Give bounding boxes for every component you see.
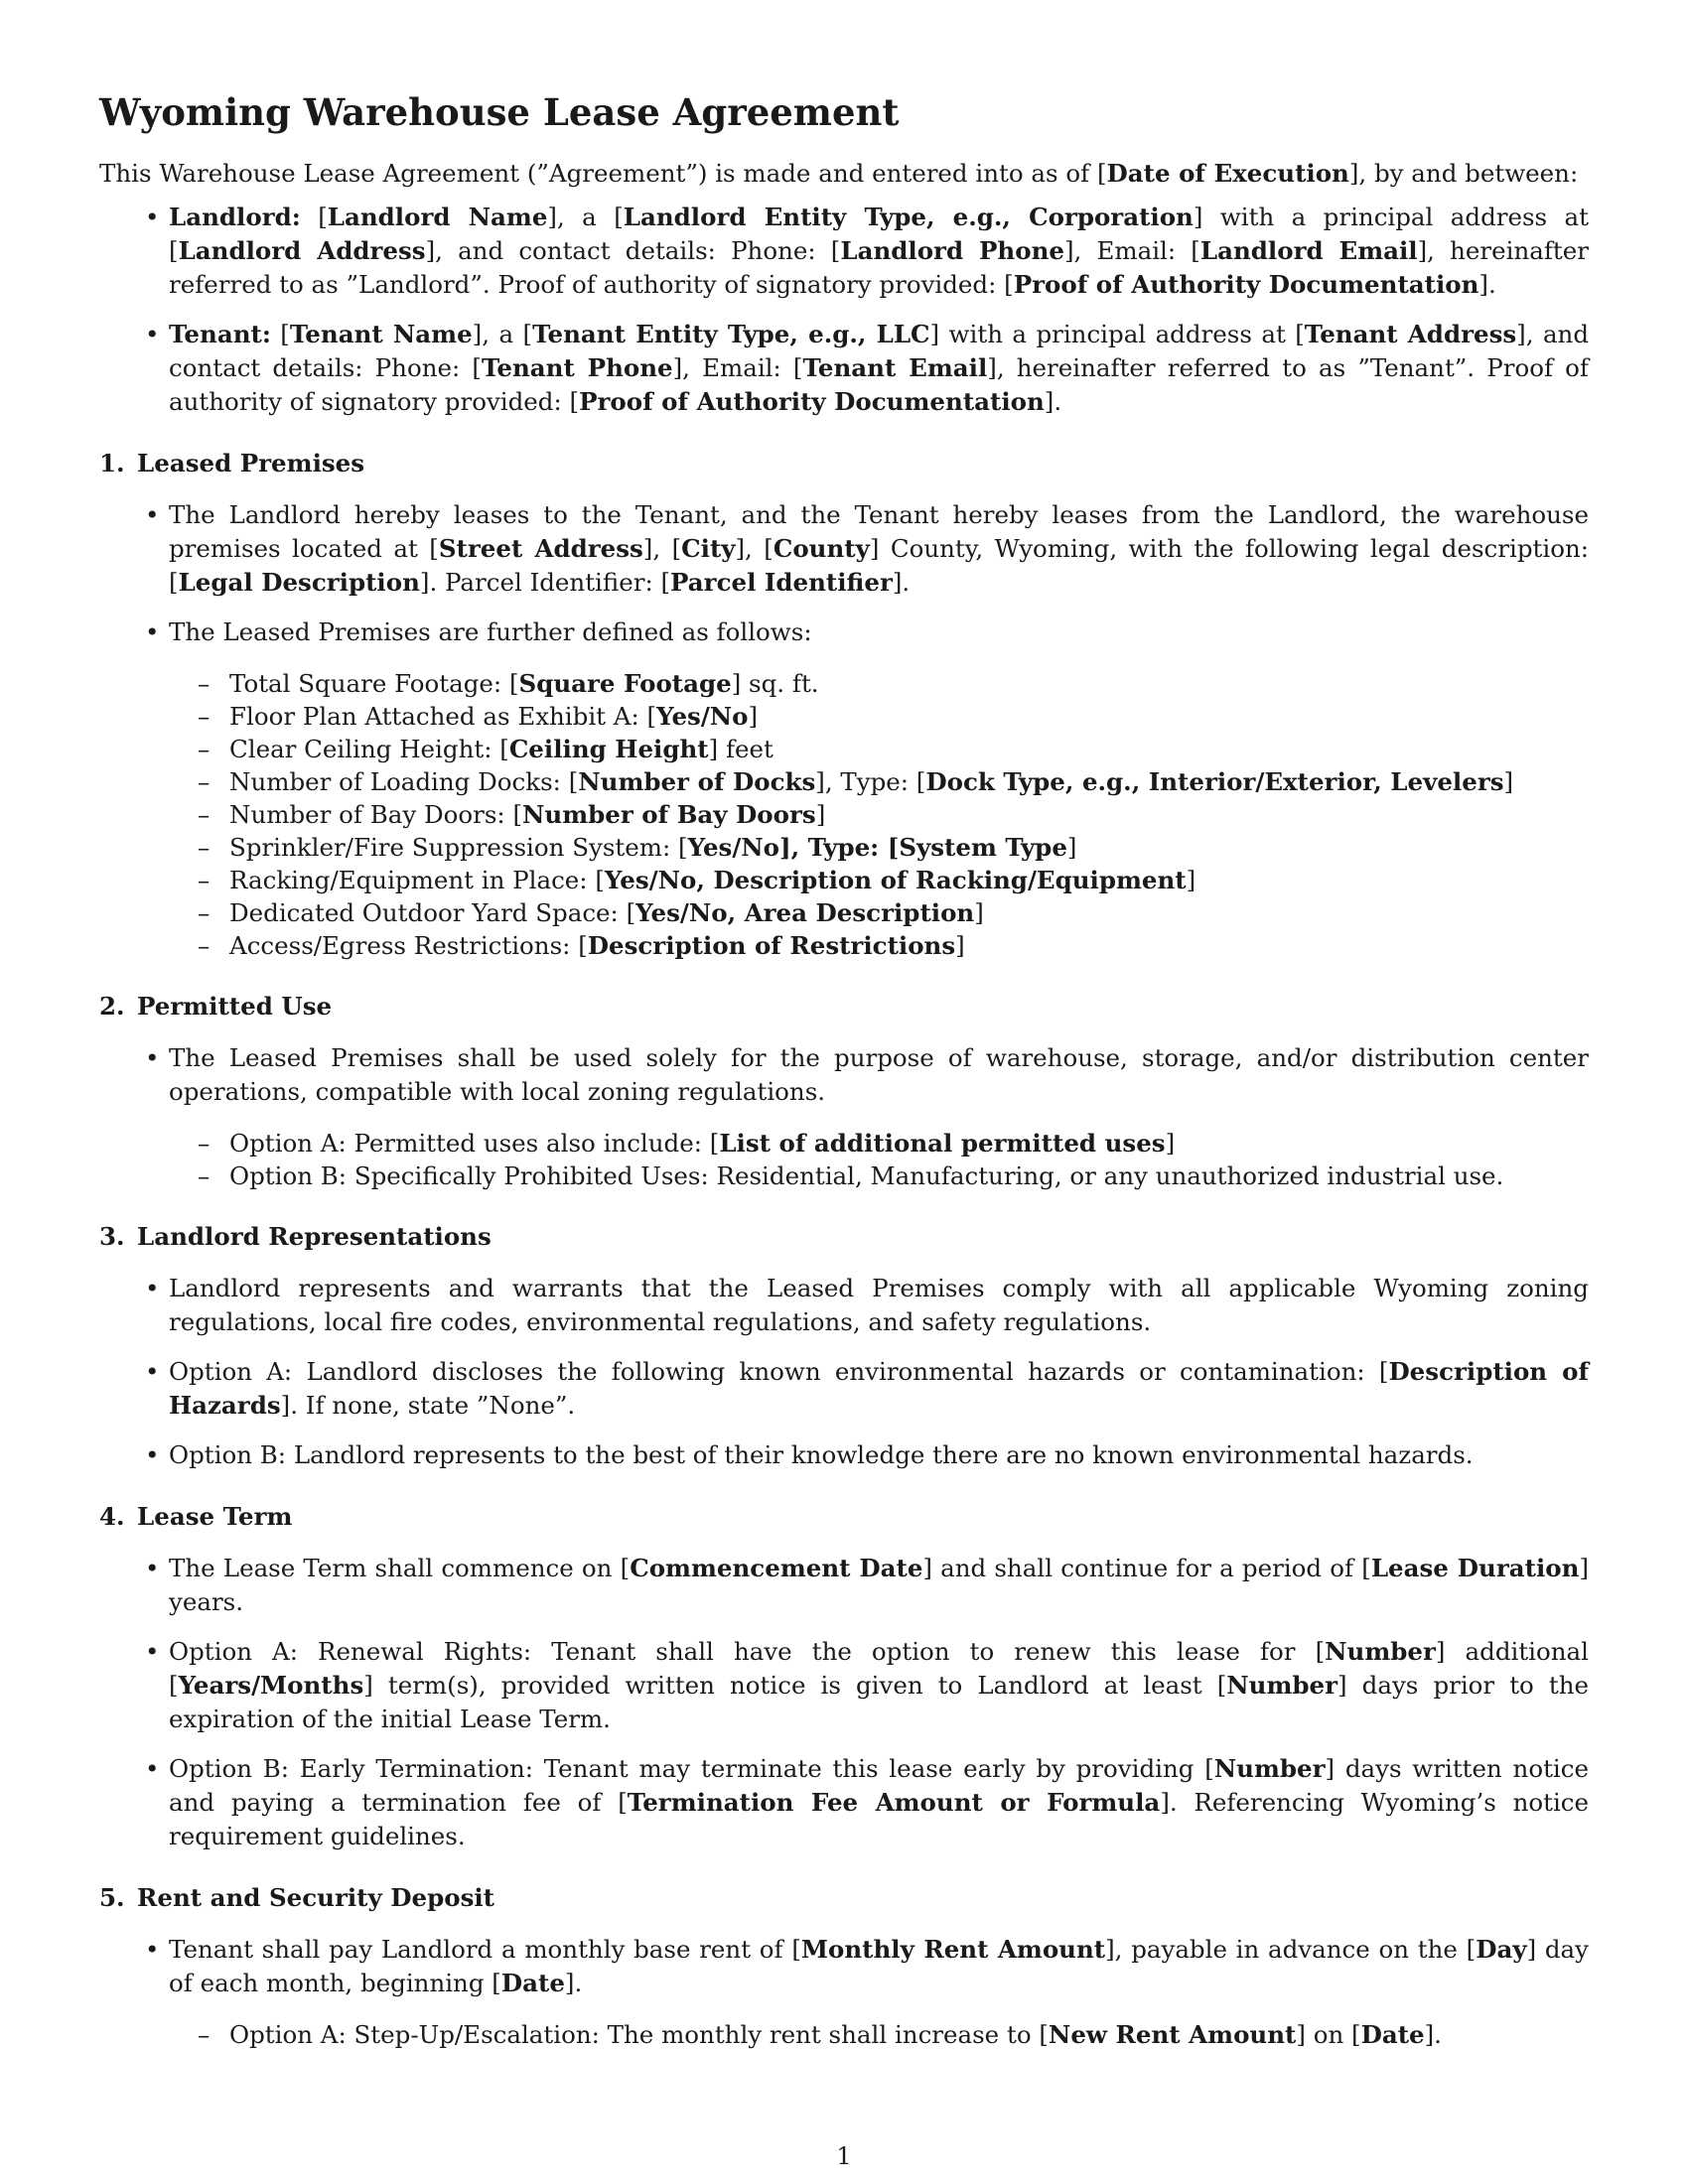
field-new-rent-amount: New Rent Amount xyxy=(1048,2020,1297,2049)
section-3-list xyxy=(99,1272,1589,1472)
text: Dedicated Outdoor Yard Space: [ xyxy=(229,898,636,927)
text: ] additional [ xyxy=(169,1637,1589,1700)
text: ]. xyxy=(564,1969,583,1997)
section-5-list xyxy=(99,1933,1589,2051)
representation-option-b: • Option B: Landlord represents to the best of their knowledge there are no known environmental hazards. xyxy=(99,1438,1589,1472)
detail-square-footage xyxy=(169,667,1589,700)
text: ] xyxy=(1165,1129,1176,1158)
section-heading-permitted-use xyxy=(99,990,1589,1024)
field-lease-duration: Lease Duration xyxy=(1370,1554,1580,1582)
section-title: Lease Term xyxy=(137,1502,293,1531)
field-date-of-execution: Date of Execution xyxy=(1106,159,1349,188)
representation-compliance: • Landlord represents and warrants that the Leased Premises comply with all applicable Wyoming zoning regulations, local fire codes, environmental regulations, and safety regulations. xyxy=(99,1272,1589,1339)
text: ] xyxy=(748,702,759,731)
intro-paragraph xyxy=(99,157,1589,191)
permitted-use-option-a xyxy=(169,1127,1589,1160)
text: ], hereinafter referred to as ”Landlord”. Proof of authority of signatory provided: [ xyxy=(169,236,1589,299)
detail-ceiling-height xyxy=(169,733,1589,765)
landlord-label: Landlord: xyxy=(169,203,301,231)
detail-bay-doors xyxy=(169,798,1589,831)
text: ], Email: [ xyxy=(672,353,803,382)
text: Number of Bay Doors: [ xyxy=(229,800,523,829)
intro-text: This Warehouse Lease Agreement (”Agreement”) is made and entered into as of [ xyxy=(99,159,1107,188)
text: ]. xyxy=(1478,270,1496,299)
text: ], [ xyxy=(642,534,682,563)
text: Floor Plan Attached as Exhibit A: [ xyxy=(229,702,657,731)
document-page xyxy=(99,87,1589,2067)
text: ] xyxy=(955,931,965,960)
text: ]. If none, state ”None”. xyxy=(280,1391,576,1420)
rent-options xyxy=(169,2018,1589,2051)
text: Number of Loading Docks: [ xyxy=(229,767,579,796)
section-title: Leased Premises xyxy=(137,449,365,478)
permitted-use-option-b: – Option B: Specifically Prohibited Uses: Residential, Manufacturing, or any unauthorized industrial use. xyxy=(169,1160,1589,1192)
field-description-of-hazards: Description of Hazards xyxy=(169,1357,1589,1420)
lease-term-renewal xyxy=(99,1635,1589,1736)
field-landlord-proof-of-authority: Proof of Authority Documentation xyxy=(1013,270,1479,299)
text: Option B: Early Termination: Tenant may terminate this lease early by providing [ xyxy=(169,1754,1214,1783)
section-1-list xyxy=(99,498,1589,962)
section-heading-landlord-representations xyxy=(99,1220,1589,1254)
field-tenant-phone: Tenant Phone xyxy=(481,353,673,382)
text: Option A: Landlord discloses the following known environmental hazards or contamination: [ xyxy=(169,1357,1389,1386)
lease-term-commencement xyxy=(99,1552,1589,1619)
intro-text: ], by and between: xyxy=(1348,159,1579,188)
field-yard-space: Yes/No, Area Description xyxy=(635,898,975,927)
text: ] xyxy=(1503,767,1514,796)
representation-option-a xyxy=(99,1355,1589,1423)
text: ] days prior to the expiration of the initial Lease Term. xyxy=(169,1671,1590,1733)
field-landlord-address: Landlord Address xyxy=(178,236,426,265)
text: Sprinkler/Fire Suppression System: [ xyxy=(229,833,688,862)
text: ] xyxy=(974,898,984,927)
permitted-use-options xyxy=(169,1127,1589,1192)
section-number: 1. xyxy=(99,449,125,478)
field-escalation-date: Date xyxy=(1360,2020,1425,2049)
detail-loading-docks xyxy=(169,765,1589,798)
text: ]. xyxy=(1044,387,1062,416)
field-tenant-name: Tenant Name xyxy=(289,320,473,348)
field-street-address: Street Address xyxy=(438,534,643,563)
text: ], hereinafter referred to as ”Tenant”. Proof of authority of signatory provided: [ xyxy=(169,353,1589,416)
field-tenant-entity-type: Tenant Entity Type, e.g., LLC xyxy=(532,320,930,348)
text: Option A: Permitted uses also include: [ xyxy=(229,1129,720,1158)
field-tenant-address: Tenant Address xyxy=(1304,320,1517,348)
text: ], a [ xyxy=(472,320,533,348)
text: ] sq. ft. xyxy=(731,669,819,698)
field-rent-day: Day xyxy=(1476,1935,1527,1964)
field-notice-days: Number xyxy=(1226,1671,1338,1700)
section-title: Rent and Security Deposit xyxy=(137,1883,494,1912)
text: ], a [ xyxy=(547,203,624,231)
text: The Leased Premises shall be used solely for the purpose of warehouse, storage, and/or distribution center operations, compatible with local zoning regulations. xyxy=(169,1043,1589,1106)
permitted-use-item xyxy=(99,1041,1589,1192)
text: ], and contact details: Phone: [ xyxy=(169,320,1590,382)
section-heading-leased-premises xyxy=(99,447,1589,480)
field-city: City xyxy=(681,534,736,563)
text: ] xyxy=(1186,866,1196,894)
field-landlord-name: Landlord Name xyxy=(327,203,548,231)
text: ] feet xyxy=(708,735,774,763)
field-number-of-docks: Number of Docks xyxy=(578,767,816,796)
text: ], Email: [ xyxy=(1063,236,1200,265)
field-landlord-entity-type: Landlord Entity Type, e.g., Corporation xyxy=(623,203,1194,231)
field-ceiling-height: Ceiling Height xyxy=(508,735,709,763)
premises-location-item xyxy=(99,498,1589,600)
section-title: Permitted Use xyxy=(137,992,333,1021)
field-landlord-phone: Landlord Phone xyxy=(840,236,1064,265)
text: ] on [ xyxy=(1296,2020,1361,2049)
lease-term-early-termination xyxy=(99,1752,1589,1853)
text: [ xyxy=(270,320,290,348)
premises-definition-item xyxy=(99,615,1589,962)
text: The Lease Term shall commence on [ xyxy=(169,1554,631,1582)
text: ] with a principal address at [ xyxy=(169,203,1589,265)
detail-floor-plan xyxy=(169,700,1589,733)
field-county: County xyxy=(773,534,870,563)
field-renewal-number: Number xyxy=(1325,1637,1436,1666)
field-termination-notice-days: Number xyxy=(1213,1754,1326,1783)
text: Racking/Equipment in Place: [ xyxy=(229,866,605,894)
section-number: 5. xyxy=(99,1883,125,1912)
section-4-list xyxy=(99,1552,1589,1853)
section-2-list xyxy=(99,1041,1589,1192)
field-restrictions: Description of Restrictions xyxy=(587,931,956,960)
text: ]. xyxy=(1424,2020,1442,2049)
detail-outdoor-yard xyxy=(169,896,1589,929)
detail-sprinkler-system xyxy=(169,831,1589,864)
text: ] term(s), provided written notice is given to Landlord at least [ xyxy=(363,1671,1227,1700)
document-title: Wyoming Warehouse Lease Agreement xyxy=(99,90,900,134)
text: ] days written notice and paying a termination fee of [ xyxy=(169,1754,1589,1817)
field-years-months: Years/Months xyxy=(178,1671,364,1700)
text: Clear Ceiling Height: [ xyxy=(229,735,509,763)
field-commencement-date: Commencement Date xyxy=(630,1554,923,1582)
text: ] xyxy=(1066,833,1077,862)
text: Tenant shall pay Landlord a monthly base rent of [ xyxy=(169,1935,801,1964)
field-parcel-identifier: Parcel Identifier xyxy=(670,568,893,597)
rent-option-a xyxy=(169,2018,1589,2051)
page-number: 1 xyxy=(836,2142,852,2170)
text: ], [ xyxy=(735,534,774,563)
field-square-footage: Square Footage xyxy=(518,669,732,698)
text: ]. xyxy=(892,568,911,597)
text: ], payable in advance on the [ xyxy=(1105,1935,1477,1964)
field-dock-type: Dock Type, e.g., Interior/Exterior, Levelers xyxy=(925,767,1504,796)
field-tenant-email: Tenant Email xyxy=(802,353,988,382)
field-rent-start-date: Date xyxy=(500,1969,565,1997)
text: ], Type: [ xyxy=(815,767,926,796)
text: ], and contact details: Phone: [ xyxy=(425,236,841,265)
text: ] years. xyxy=(169,1554,1589,1616)
section-number: 2. xyxy=(99,992,125,1021)
text: ]. Parcel Identifier: [ xyxy=(419,568,671,597)
text: Total Square Footage: [ xyxy=(229,669,519,698)
field-tenant-proof-of-authority: Proof of Authority Documentation xyxy=(579,387,1045,416)
rent-base-item xyxy=(99,1933,1589,2051)
field-legal-description: Legal Description xyxy=(178,568,420,597)
section-heading-lease-term xyxy=(99,1500,1589,1534)
detail-access-restrictions xyxy=(169,929,1589,962)
text: ] County, Wyoming, with the following legal description: [ xyxy=(169,534,1589,597)
text: The Leased Premises are further defined as follows: xyxy=(169,617,812,646)
field-sprinkler-system-type: Yes/No], Type: [System Type xyxy=(687,833,1067,862)
text: ] xyxy=(815,800,826,829)
parties-list xyxy=(99,201,1589,419)
text: [ xyxy=(300,203,328,231)
section-number: 4. xyxy=(99,1502,125,1531)
section-heading-rent-deposit xyxy=(99,1881,1589,1915)
detail-racking-equipment xyxy=(169,864,1589,896)
landlord-party xyxy=(99,201,1589,302)
text: Option A: Step-Up/Escalation: The monthly rent shall increase to [ xyxy=(229,2020,1049,2049)
field-termination-fee: Termination Fee Amount or Formula xyxy=(627,1788,1161,1817)
text: Option A: Renewal Rights: Tenant shall have the option to renew this lease for [ xyxy=(169,1637,1326,1666)
text: ] and shall continue for a period of [ xyxy=(922,1554,1371,1582)
section-number: 3. xyxy=(99,1222,125,1251)
premises-details-list xyxy=(169,667,1589,962)
text: Access/Egress Restrictions: [ xyxy=(229,931,588,960)
tenant-party xyxy=(99,318,1589,419)
field-monthly-rent-amount: Monthly Rent Amount xyxy=(800,1935,1106,1964)
field-number-of-bay-doors: Number of Bay Doors xyxy=(522,800,816,829)
tenant-label: Tenant: xyxy=(169,320,271,348)
field-additional-permitted-uses: List of additional permitted uses xyxy=(719,1129,1166,1158)
text: ] day of each month, beginning [ xyxy=(169,1935,1589,1997)
field-landlord-email: Landlord Email xyxy=(1199,236,1418,265)
text: ] with a principal address at [ xyxy=(929,320,1305,348)
field-racking-equipment: Yes/No, Description of Racking/Equipment xyxy=(604,866,1187,894)
section-title: Landlord Representations xyxy=(137,1222,492,1251)
text: ]. Referencing Wyoming’s notice requirement guidelines. xyxy=(169,1788,1589,1850)
field-floor-plan-yes-no: Yes/No xyxy=(656,702,749,731)
text: The Landlord hereby leases to the Tenant, and the Tenant hereby leases from the Landlord, the warehouse premises located at [ xyxy=(169,500,1589,563)
